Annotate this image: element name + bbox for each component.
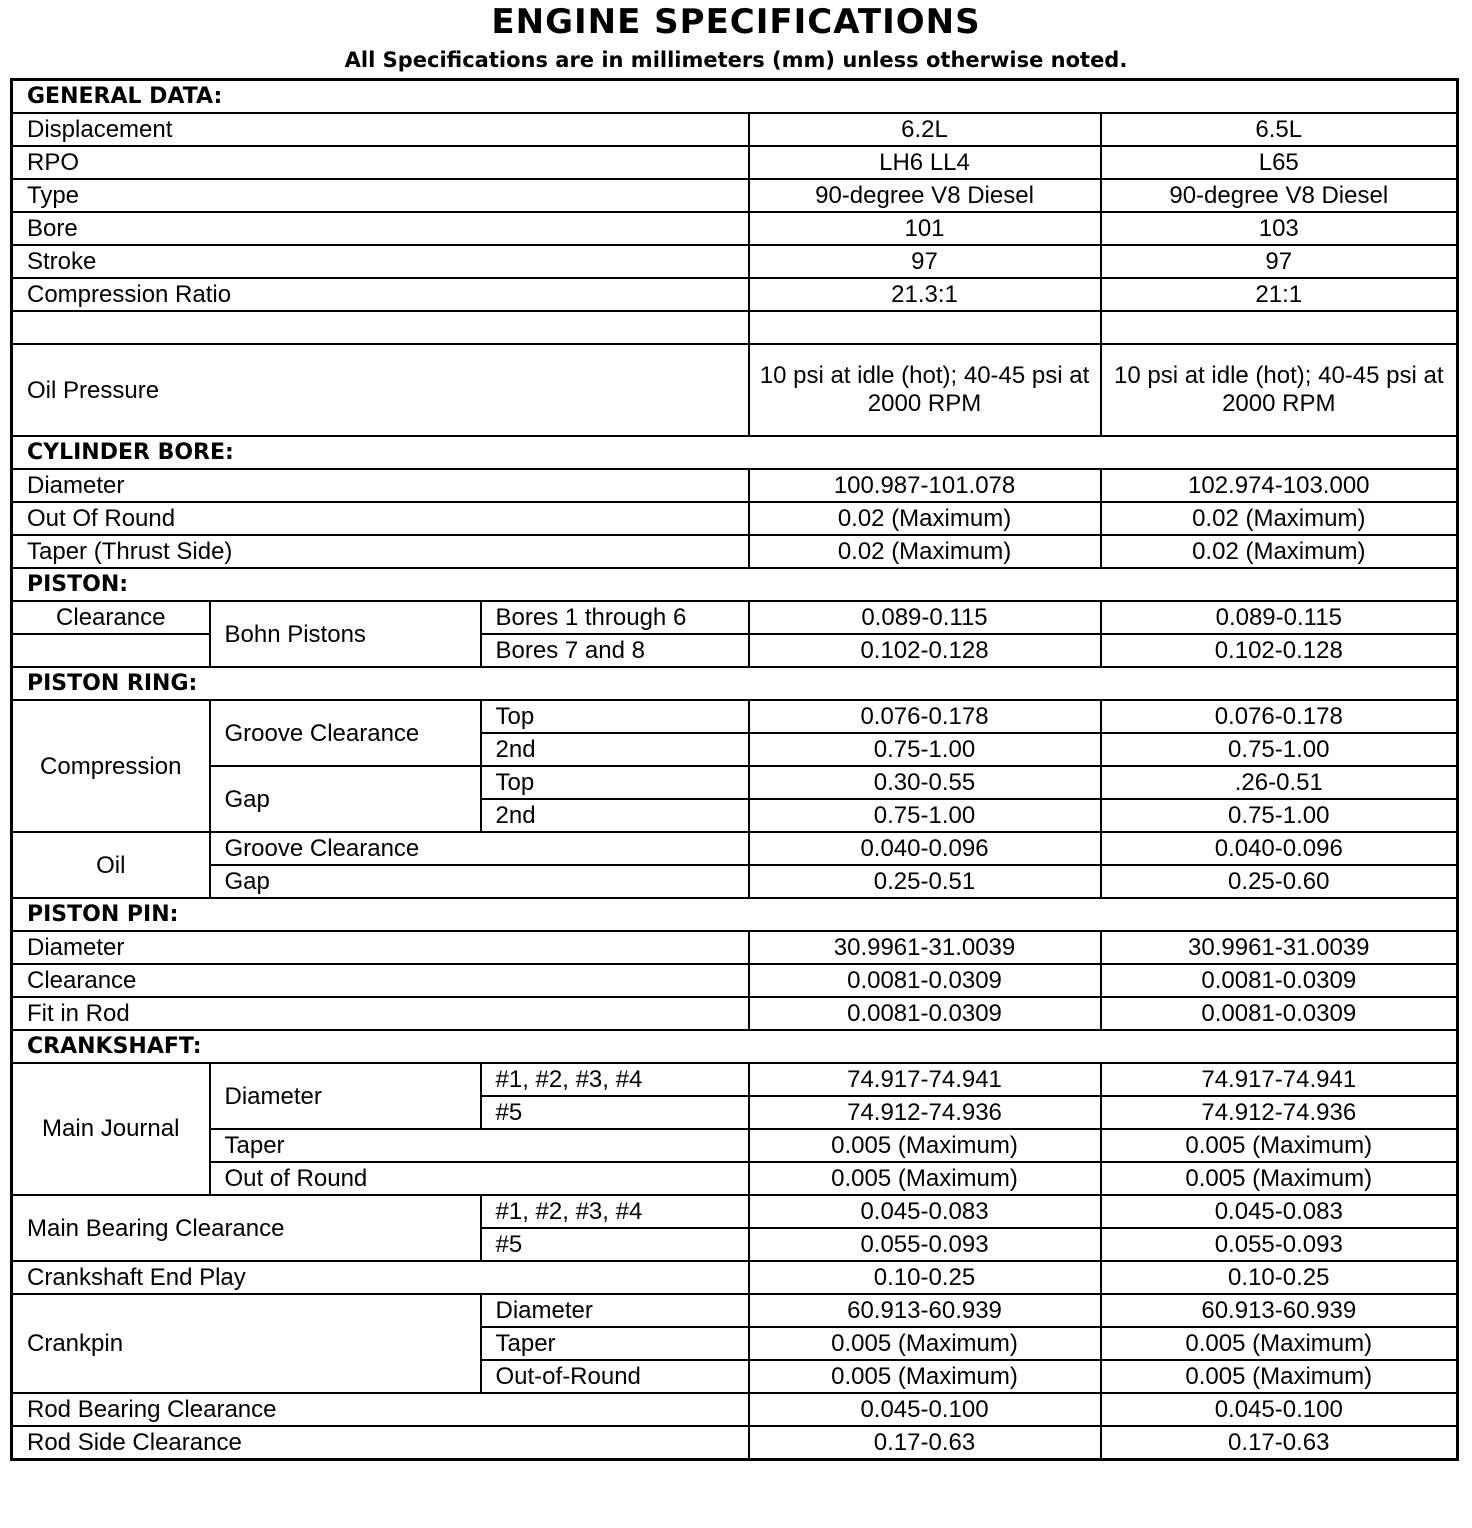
value-6-5l: L65	[1101, 146, 1458, 179]
table-row	[12, 931, 1458, 964]
value-6-2l: 0.055-0.093	[749, 1228, 1101, 1261]
table-row	[12, 700, 1458, 733]
row-label: Stroke	[12, 245, 749, 278]
table-row	[12, 964, 1458, 997]
value-6-5l: 0.10-0.25	[1101, 1261, 1458, 1294]
value-6-5l: 0.005 (Maximum)	[1101, 1360, 1458, 1393]
value-6-5l: 10 psi at idle (hot); 40-45 psi at 2000 RPM	[1101, 344, 1458, 436]
value-6-5l: 74.912-74.936	[1101, 1096, 1458, 1129]
table-row	[12, 278, 1458, 311]
value-6-5l: 0.02 (Maximum)	[1101, 535, 1458, 568]
table-row	[12, 113, 1458, 146]
value-6-2l: 90-degree V8 Diesel	[749, 179, 1101, 212]
row-label: Diameter	[12, 931, 749, 964]
row-label: RPO	[12, 146, 749, 179]
value-6-5l: 0.045-0.100	[1101, 1393, 1458, 1426]
value-6-5l: 97	[1101, 245, 1458, 278]
row-label: Diameter	[12, 469, 749, 502]
value-6-2l: 0.076-0.178	[749, 700, 1101, 733]
table-row	[12, 212, 1458, 245]
value-6-5l: 0.75-1.00	[1101, 799, 1458, 832]
section-header-row	[12, 898, 1458, 931]
row-label: Bores 1 through 6	[481, 601, 749, 634]
table-row	[12, 1294, 1458, 1327]
value-6-2l: 0.25-0.51	[749, 865, 1101, 898]
group-label: Main Journal	[12, 1063, 210, 1195]
value-6-2l: 0.75-1.00	[749, 799, 1101, 832]
table-row	[12, 344, 1458, 436]
row-label: Out-of-Round	[481, 1360, 749, 1393]
table-row	[12, 1195, 1458, 1228]
table-row	[12, 766, 1458, 799]
value-6-2l: 0.005 (Maximum)	[749, 1129, 1101, 1162]
empty-cell	[12, 311, 749, 344]
row-label: Compression Ratio	[12, 278, 749, 311]
empty-row	[12, 311, 1458, 344]
group-label: Bohn Pistons	[210, 601, 481, 667]
row-label: Taper	[210, 1129, 749, 1162]
row-label: #1, #2, #3, #4	[481, 1063, 749, 1096]
value-6-2l: 0.089-0.115	[749, 601, 1101, 634]
row-label: Displacement	[12, 113, 749, 146]
row-label: Top	[481, 700, 749, 733]
value-6-5l: 0.17-0.63	[1101, 1426, 1458, 1460]
value-6-2l: 0.17-0.63	[749, 1426, 1101, 1460]
table-row	[12, 865, 1458, 898]
group-label: Compression	[12, 700, 210, 832]
table-row	[12, 601, 1458, 634]
row-label: Oil Pressure	[12, 344, 749, 436]
value-6-2l: 97	[749, 245, 1101, 278]
table-row	[12, 1162, 1458, 1195]
value-6-2l: 74.917-74.941	[749, 1063, 1101, 1096]
table-row	[12, 535, 1458, 568]
value-6-2l: 0.102-0.128	[749, 634, 1101, 667]
value-6-2l: 6.2L	[749, 113, 1101, 146]
value-6-5l: 21:1	[1101, 278, 1458, 311]
value-6-5l: 0.005 (Maximum)	[1101, 1129, 1458, 1162]
value-6-5l: 103	[1101, 212, 1458, 245]
row-label: #1, #2, #3, #4	[481, 1195, 749, 1228]
row-label: #5	[481, 1096, 749, 1129]
value-6-2l: 0.005 (Maximum)	[749, 1162, 1101, 1195]
row-label: Rod Side Clearance	[12, 1426, 749, 1460]
page-subtitle: All Specifications are in millimeters (mm) unless otherwise noted.	[344, 48, 1128, 72]
value-6-2l: 0.005 (Maximum)	[749, 1327, 1101, 1360]
section-heading: PISTON RING:	[12, 667, 1458, 700]
value-6-5l: 0.045-0.083	[1101, 1195, 1458, 1228]
value-6-2l: 100.987-101.078	[749, 469, 1101, 502]
row-label: 2nd	[481, 733, 749, 766]
row-label: 2nd	[481, 799, 749, 832]
table-row	[12, 469, 1458, 502]
value-6-5l: 74.917-74.941	[1101, 1063, 1458, 1096]
value-6-2l: 10 psi at idle (hot); 40-45 psi at 2000 RPM	[749, 344, 1101, 436]
table-row	[12, 1063, 1458, 1096]
group-label: Crankpin	[12, 1294, 481, 1393]
value-6-2l: 101	[749, 212, 1101, 245]
value-6-5l: 102.974-103.000	[1101, 469, 1458, 502]
section-heading: PISTON:	[12, 568, 1458, 601]
section-heading: PISTON PIN:	[12, 898, 1458, 931]
value-6-5l: 60.913-60.939	[1101, 1294, 1458, 1327]
group-label: Groove Clearance	[210, 700, 481, 766]
value-6-5l: 0.0081-0.0309	[1101, 964, 1458, 997]
value-6-5l: 0.02 (Maximum)	[1101, 502, 1458, 535]
empty-cell	[1101, 311, 1458, 344]
row-label: Diameter	[481, 1294, 749, 1327]
section-header-row	[12, 436, 1458, 469]
value-6-5l: 30.9961-31.0039	[1101, 931, 1458, 964]
value-6-5l: .26-0.51	[1101, 766, 1458, 799]
row-label: Gap	[210, 865, 749, 898]
table-row	[12, 1129, 1458, 1162]
row-label: Type	[12, 179, 749, 212]
table-row	[12, 832, 1458, 865]
value-6-5l: 0.089-0.115	[1101, 601, 1458, 634]
row-label: Taper	[481, 1327, 749, 1360]
table-row	[12, 179, 1458, 212]
value-6-2l: 0.0081-0.0309	[749, 964, 1101, 997]
table-row	[12, 1261, 1458, 1294]
row-label: Bore	[12, 212, 749, 245]
group-label: Clearance	[12, 601, 210, 634]
value-6-5l: 90-degree V8 Diesel	[1101, 179, 1458, 212]
value-6-2l: 74.912-74.936	[749, 1096, 1101, 1129]
group-label: Diameter	[210, 1063, 481, 1129]
section-heading: CRANKSHAFT:	[12, 1030, 1458, 1063]
row-label: #5	[481, 1228, 749, 1261]
value-6-5l: 0.0081-0.0309	[1101, 997, 1458, 1030]
value-6-2l: 0.040-0.096	[749, 832, 1101, 865]
empty-cell	[12, 634, 210, 667]
table-row	[12, 245, 1458, 278]
table-row	[12, 502, 1458, 535]
section-heading: GENERAL DATA:	[12, 80, 1458, 114]
row-label: Out of Round	[210, 1162, 749, 1195]
section-heading: CYLINDER BORE:	[12, 436, 1458, 469]
section-header-row	[12, 1030, 1458, 1063]
section-header-row	[12, 568, 1458, 601]
value-6-5l: 0.076-0.178	[1101, 700, 1458, 733]
value-6-2l: 30.9961-31.0039	[749, 931, 1101, 964]
value-6-2l: 0.045-0.100	[749, 1393, 1101, 1426]
value-6-2l: 60.913-60.939	[749, 1294, 1101, 1327]
row-label: Top	[481, 766, 749, 799]
value-6-5l: 0.005 (Maximum)	[1101, 1327, 1458, 1360]
empty-cell	[749, 311, 1101, 344]
value-6-2l: 0.02 (Maximum)	[749, 535, 1101, 568]
value-6-5l: 0.040-0.096	[1101, 832, 1458, 865]
value-6-5l: 0.25-0.60	[1101, 865, 1458, 898]
row-label: Bores 7 and 8	[481, 634, 749, 667]
engine-spec-table	[10, 78, 1459, 1461]
value-6-2l: 0.005 (Maximum)	[749, 1360, 1101, 1393]
value-6-2l: 0.30-0.55	[749, 766, 1101, 799]
value-6-2l: 0.02 (Maximum)	[749, 502, 1101, 535]
group-label: Main Bearing Clearance	[12, 1195, 481, 1261]
value-6-5l: 6.5L	[1101, 113, 1458, 146]
row-label: Rod Bearing Clearance	[12, 1393, 749, 1426]
row-label: Taper (Thrust Side)	[12, 535, 749, 568]
table-row	[12, 997, 1458, 1030]
value-6-2l: 0.75-1.00	[749, 733, 1101, 766]
row-label: Crankshaft End Play	[12, 1261, 749, 1294]
value-6-5l: 0.75-1.00	[1101, 733, 1458, 766]
row-label: Groove Clearance	[210, 832, 749, 865]
table-row	[12, 1393, 1458, 1426]
value-6-5l: 0.102-0.128	[1101, 634, 1458, 667]
section-header-row	[12, 667, 1458, 700]
table-row	[12, 1426, 1458, 1460]
row-label: Clearance	[12, 964, 749, 997]
row-label: Fit in Rod	[12, 997, 749, 1030]
value-6-2l: 0.045-0.083	[749, 1195, 1101, 1228]
value-6-5l: 0.005 (Maximum)	[1101, 1162, 1458, 1195]
page-title: ENGINE SPECIFICATIONS	[491, 2, 981, 42]
value-6-2l: 21.3:1	[749, 278, 1101, 311]
row-label: Out Of Round	[12, 502, 749, 535]
value-6-2l: 0.0081-0.0309	[749, 997, 1101, 1030]
table-row	[12, 146, 1458, 179]
group-label: Gap	[210, 766, 481, 832]
section-header-row	[12, 80, 1458, 114]
group-label: Oil	[12, 832, 210, 898]
value-6-5l: 0.055-0.093	[1101, 1228, 1458, 1261]
value-6-2l: LH6 LL4	[749, 146, 1101, 179]
value-6-2l: 0.10-0.25	[749, 1261, 1101, 1294]
